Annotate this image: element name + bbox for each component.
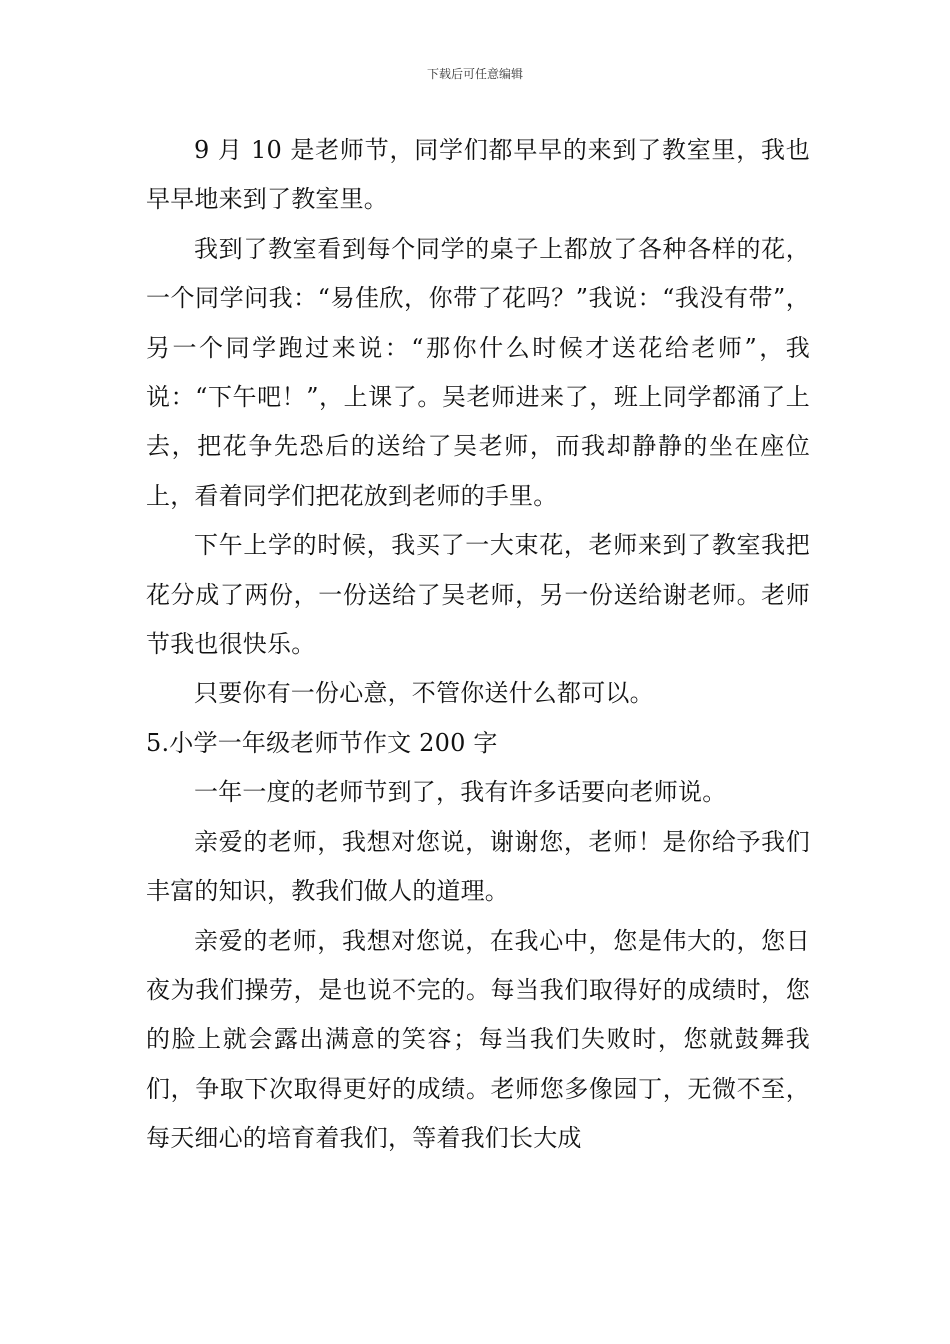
paragraph: 亲爱的老师，我想对您说，在我心中，您是伟大的，您日夜为我们操劳，是也说不完的。每当我们取得好的成绩时，您的脸上就会露出满意的笑容；每当我们失败时，您就鼓舞我们，争取下次取得更好的成绩。老师您多像园丁，无微不至，每天细心的培育着我们，等着我们长大成: [146, 926, 810, 1153]
paragraph: 9 月 10 是老师节，同学们都早早的来到了教室里，我也早早地来到了教室里。: [146, 136, 810, 214]
paragraph: 一年一度的老师节到了，我有许多话要向老师说。: [194, 778, 727, 807]
paragraph: 下午上学的时候，我买了一大束花，老师来到了教室我把花分成了两份，一份送给了吴老师，另一份送给谢老师。老师节我也很快乐。: [146, 531, 810, 659]
paragraph: 我到了教室看到每个同学的桌子上都放了各种各样的花，一个同学问我：“易佳欣，你带了花吗？”我说：“我没有带”，另一个同学跑过来说：“那你什么时候才送花给老师”，我说：“下午吧！”，上课了。吴老师进来了，班上同学都涌了上去，把花争先恐后的送给了吴老师，而我却静静的坐在座位上，看着同学们把花放到老师的手里。: [146, 234, 810, 510]
page-header: 下载后可任意编辑: [426, 67, 523, 81]
document-body: [146, 126, 810, 1164]
paragraph: 只要你有一份心意，不管你送什么都可以。: [194, 679, 654, 708]
section-heading: 5.小学一年级老师节作文 200 字: [146, 728, 498, 757]
paragraph: 亲爱的老师，我想对您说，谢谢您，老师！是你给予我们丰富的知识，教我们做人的道理。: [146, 827, 810, 906]
